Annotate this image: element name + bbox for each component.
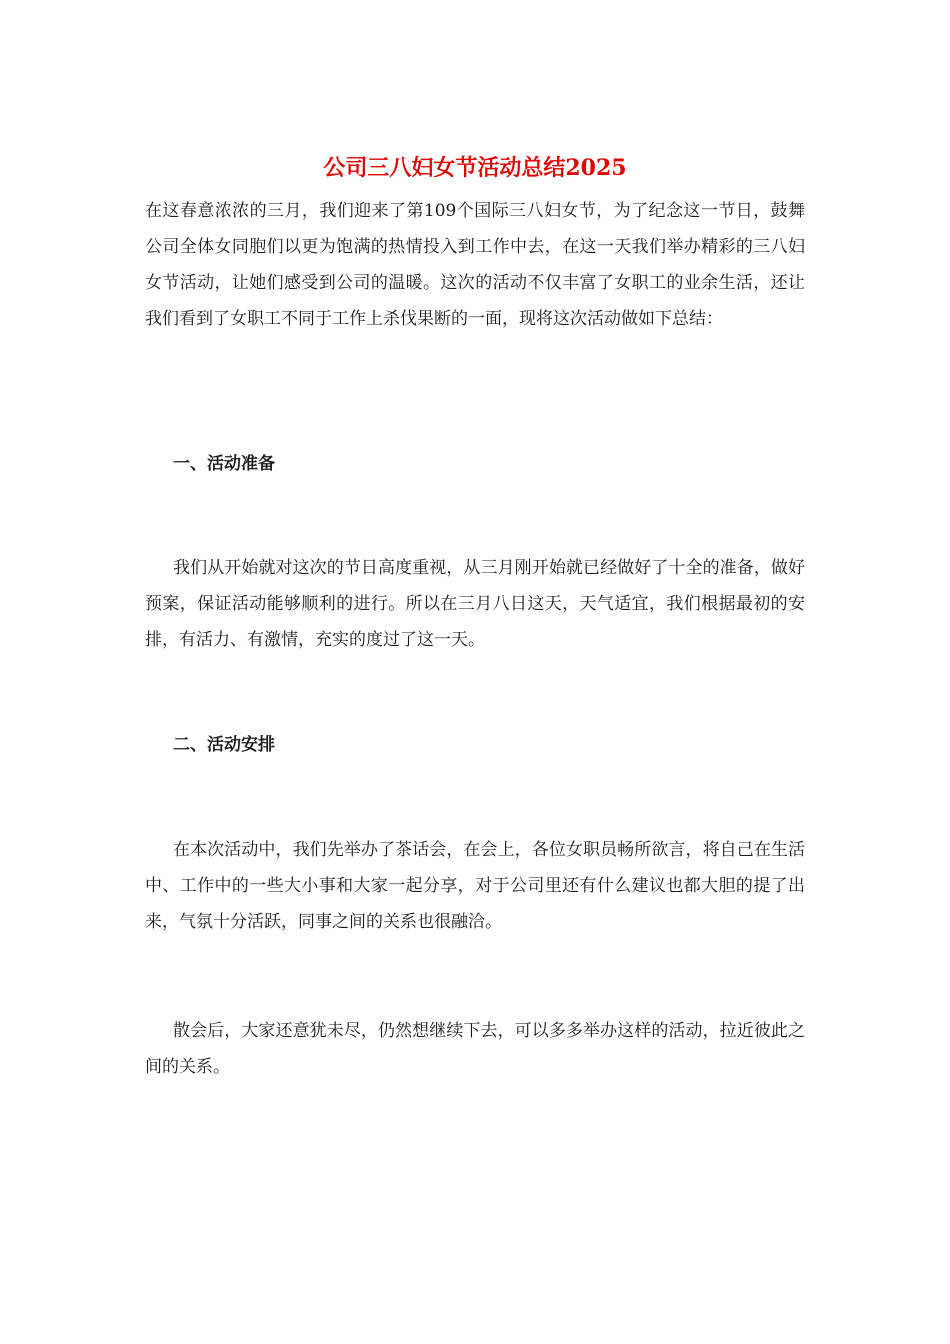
document-title: 公司三八妇女节活动总结2025 — [323, 155, 627, 181]
section-heading-arrangement: 二、活动安排 — [173, 735, 275, 755]
arrangement-paragraph: 在本次活动中，我们先举办了茶话会，在会上，各位女职员畅所欲言，将自己在生活中、工作中的一些大小事和大家一起分享，对于公司里还有什么建议也都大胆的提了出来，气氛十分活跃，同事之间的关系也很融洽。 — [145, 840, 805, 932]
section-heading-preparation: 一、活动准备 — [173, 454, 275, 474]
closing-paragraph: 散会后，大家还意犹未尽，仍然想继续下去，可以多多举办这样的活动，拉近彼此之间的关系。 — [145, 1021, 805, 1077]
preparation-paragraph: 我们从开始就对这次的节日高度重视，从三月刚开始就已经做好了十全的准备，做好预案，保证活动能够顺利的进行。所以在三月八日这天，天气适宜，我们根据最初的安排，有活力、有激情，充实的度过了这一天。 — [145, 558, 805, 650]
intro-paragraph: 在这春意浓浓的三月，我们迎来了第109个国际三八妇女节，为了纪念这一节日，鼓舞公司全体女同胞们以更为饱满的热情投入到工作中去，在这一天我们举办精彩的三八妇女节活动，让她们感受到公司的温暖。这次的活动不仅丰富了女职工的业余生活，还让我们看到了女职工不同于工作上杀伐果断的一面，现将这次活动做如下总结： — [145, 201, 805, 329]
